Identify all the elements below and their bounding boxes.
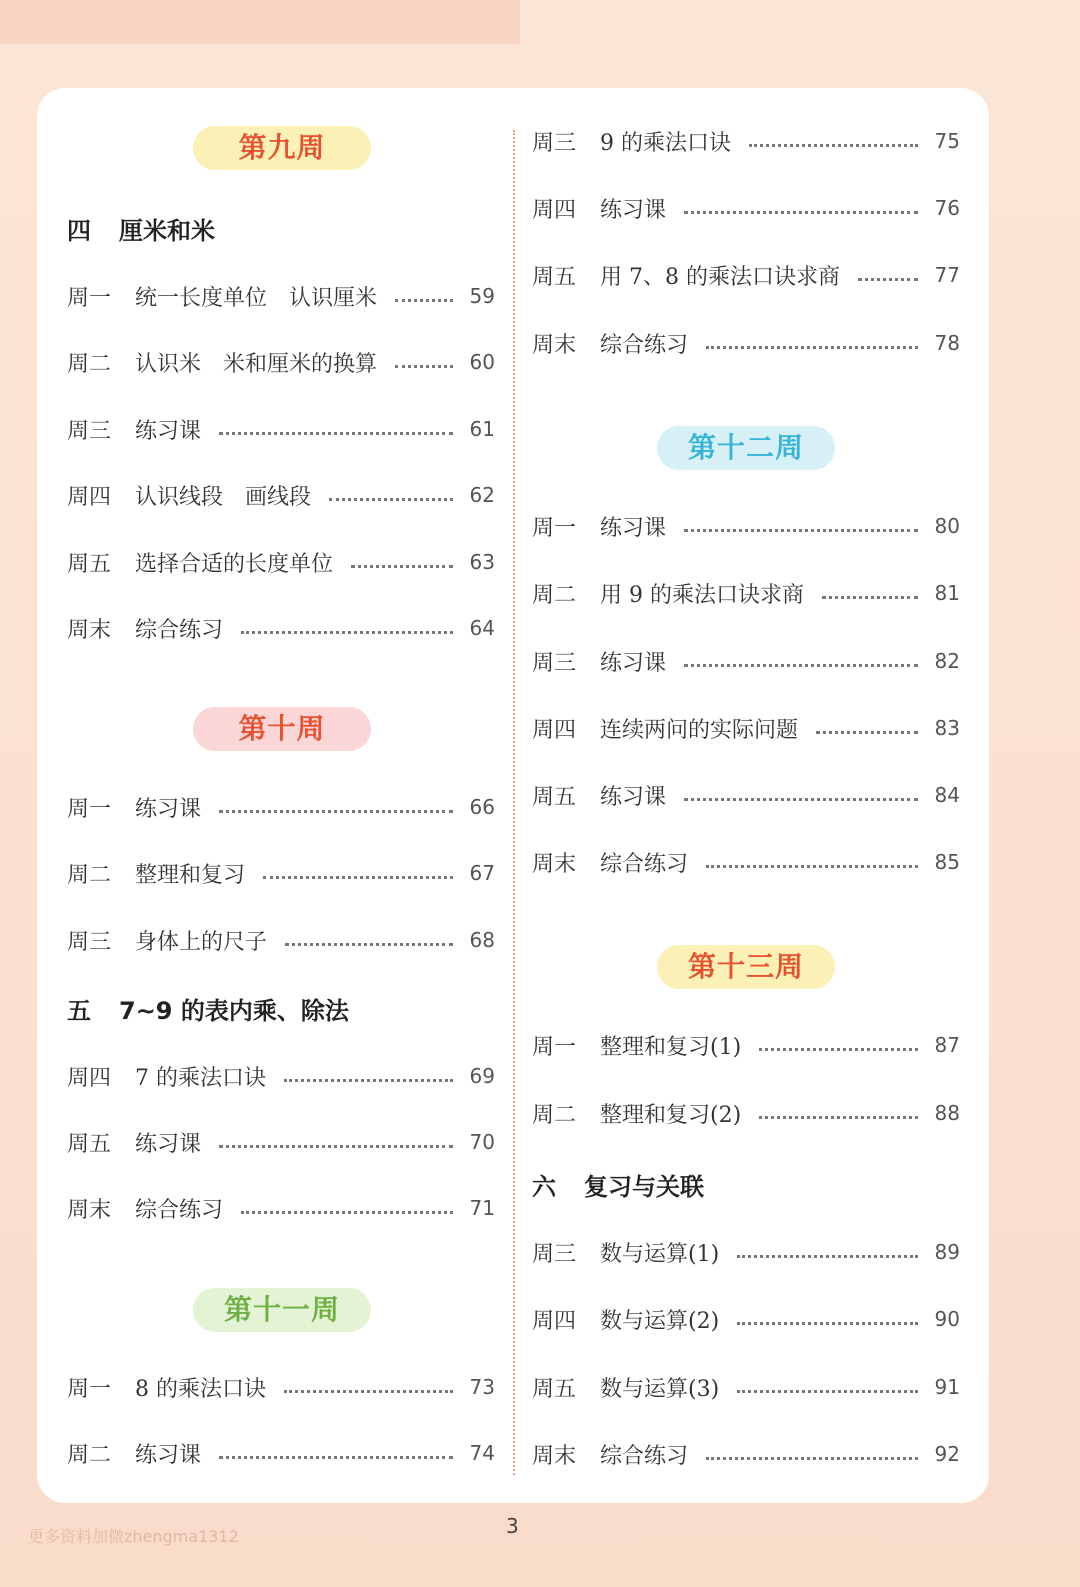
entry-title: 综合练习 xyxy=(600,1443,689,1469)
entry-day: 周四 xyxy=(67,1065,112,1091)
entry-page: 90 xyxy=(934,1307,960,1331)
unit-title: 7~9 的表内乘、除法 xyxy=(119,997,349,1025)
entry-day: 周末 xyxy=(532,1443,577,1469)
toc-entry[interactable] xyxy=(532,711,960,745)
week-11-badge: 第十一周 xyxy=(193,1288,371,1332)
dot-leader xyxy=(395,365,453,368)
entry-page: 60 xyxy=(469,350,495,374)
toc-entry[interactable] xyxy=(532,509,960,543)
dot-leader xyxy=(263,876,453,879)
dot-leader xyxy=(759,1048,918,1051)
watermark: 更多资料加微zhengma1312 xyxy=(28,1527,239,1546)
entry-title: 用 7、8 的乘法口诀求商 xyxy=(600,264,840,290)
entry-page: 63 xyxy=(469,550,495,574)
entry-page: 83 xyxy=(934,716,960,740)
unit-number: 四 xyxy=(67,217,91,245)
entry-title: 数与运算(2) xyxy=(600,1308,720,1334)
entry-title: 综合练习 xyxy=(135,1197,224,1223)
dot-leader xyxy=(284,1390,453,1393)
toc-entry[interactable] xyxy=(532,1302,960,1336)
entry-title: 连续两问的实际问题 xyxy=(600,717,799,743)
toc-entry[interactable] xyxy=(67,856,495,890)
entry-day: 周三 xyxy=(532,1241,577,1267)
dot-leader xyxy=(684,798,918,801)
entry-day: 周三 xyxy=(67,418,112,444)
entry-day: 周二 xyxy=(532,582,577,608)
entry-title: 8 的乘法口诀 xyxy=(135,1376,266,1402)
dot-leader xyxy=(749,144,918,147)
dot-leader xyxy=(395,299,453,302)
entry-page: 74 xyxy=(469,1441,495,1465)
entry-day: 周五 xyxy=(532,784,577,810)
dot-leader xyxy=(737,1322,918,1325)
entry-page: 62 xyxy=(469,483,495,507)
dot-leader xyxy=(684,664,918,667)
entry-day: 周四 xyxy=(67,484,112,510)
entry-page: 75 xyxy=(934,129,960,153)
entry-day: 周末 xyxy=(67,617,112,643)
entry-page: 82 xyxy=(934,649,960,673)
entry-title: 数与运算(3) xyxy=(600,1376,720,1402)
entry-title: 认识线段 画线段 xyxy=(135,484,312,510)
entry-page: 89 xyxy=(934,1240,960,1264)
dot-leader xyxy=(684,529,918,532)
toc-entry[interactable] xyxy=(532,778,960,812)
entry-title: 练习课 xyxy=(135,1131,202,1157)
entry-title: 用 9 的乘法口诀求商 xyxy=(600,582,804,608)
unit-title: 复习与关联 xyxy=(584,1173,704,1201)
toc-entry[interactable] xyxy=(67,545,495,579)
entry-day: 周一 xyxy=(67,796,112,822)
entry-page: 76 xyxy=(934,196,960,220)
entry-day: 周五 xyxy=(532,264,577,290)
toc-entry[interactable] xyxy=(532,258,960,292)
entry-day: 周五 xyxy=(67,1131,112,1157)
toc-entry[interactable] xyxy=(67,611,495,645)
entry-page: 66 xyxy=(469,795,495,819)
dot-leader xyxy=(684,211,918,214)
toc-entry[interactable] xyxy=(532,124,960,158)
entry-title: 整理和复习(1) xyxy=(600,1034,742,1060)
entry-page: 88 xyxy=(934,1101,960,1125)
entry-day: 周一 xyxy=(67,1376,112,1402)
entry-page: 70 xyxy=(469,1130,495,1154)
entry-title: 练习课 xyxy=(600,197,667,223)
dot-leader xyxy=(706,1457,918,1460)
entry-day: 周四 xyxy=(532,1308,577,1334)
entry-title: 综合练习 xyxy=(600,851,689,877)
entry-page: 67 xyxy=(469,861,495,885)
entry-title: 9 的乘法口诀 xyxy=(600,130,731,156)
unit-5-heading xyxy=(67,991,349,1026)
toc-entry[interactable] xyxy=(532,1096,960,1130)
entry-page: 84 xyxy=(934,783,960,807)
entry-day: 周四 xyxy=(532,717,577,743)
dot-leader xyxy=(706,346,918,349)
entry-title: 7 的乘法口诀 xyxy=(135,1065,266,1091)
unit-number: 五 xyxy=(67,997,91,1025)
dot-leader xyxy=(822,596,918,599)
toc-entry[interactable] xyxy=(67,345,495,379)
toc-entry[interactable] xyxy=(67,1059,495,1093)
dot-leader xyxy=(285,943,453,946)
entry-title: 练习课 xyxy=(600,784,667,810)
dot-leader xyxy=(219,1145,453,1148)
toc-entry[interactable] xyxy=(532,1028,960,1062)
dot-leader xyxy=(858,278,918,281)
unit-title: 厘米和米 xyxy=(119,217,215,245)
page-number: 3 xyxy=(506,1514,519,1538)
entry-day: 周一 xyxy=(532,1034,577,1060)
entry-page: 81 xyxy=(934,581,960,605)
entry-title: 练习课 xyxy=(600,650,667,676)
week-10-badge: 第十周 xyxy=(193,707,371,751)
entry-day: 周一 xyxy=(67,285,112,311)
entry-page: 92 xyxy=(934,1442,960,1466)
dot-leader xyxy=(737,1390,918,1393)
entry-day: 周三 xyxy=(532,650,577,676)
toc-entry[interactable] xyxy=(67,923,495,957)
toc-entry[interactable] xyxy=(532,1370,960,1404)
entry-day: 周四 xyxy=(532,197,577,223)
unit-6-heading xyxy=(532,1167,704,1202)
entry-page: 77 xyxy=(934,263,960,287)
entry-day: 周二 xyxy=(67,1442,112,1468)
entry-day: 周五 xyxy=(67,551,112,577)
entry-page: 87 xyxy=(934,1033,960,1057)
entry-page: 69 xyxy=(469,1064,495,1088)
dot-leader xyxy=(284,1079,453,1082)
entry-day: 周末 xyxy=(532,851,577,877)
entry-page: 80 xyxy=(934,514,960,538)
dot-leader xyxy=(351,565,453,568)
toc-entry[interactable] xyxy=(67,1125,495,1159)
week-12-badge: 第十二周 xyxy=(657,426,835,470)
entry-day: 周二 xyxy=(67,351,112,377)
toc-entry[interactable] xyxy=(67,478,495,512)
toc-entry[interactable] xyxy=(532,576,960,610)
toc-entry[interactable] xyxy=(67,790,495,824)
entry-day: 周二 xyxy=(532,1102,577,1128)
dot-leader xyxy=(816,731,918,734)
toc-entry[interactable] xyxy=(67,1191,495,1225)
unit-4-heading xyxy=(67,211,215,246)
entry-title: 综合练习 xyxy=(135,617,224,643)
entry-day: 周末 xyxy=(532,332,577,358)
dot-leader xyxy=(219,810,453,813)
entry-title: 练习课 xyxy=(135,1442,202,1468)
column-divider xyxy=(513,130,515,1475)
entry-day: 周三 xyxy=(67,929,112,955)
toc-entry[interactable] xyxy=(67,279,495,313)
entry-day: 周三 xyxy=(532,130,577,156)
dot-leader xyxy=(737,1255,918,1258)
entry-title: 身体上的尺子 xyxy=(135,929,268,955)
dot-leader xyxy=(759,1116,918,1119)
dot-leader xyxy=(219,432,453,435)
dot-leader xyxy=(219,1456,453,1459)
entry-title: 练习课 xyxy=(135,796,202,822)
entry-title: 数与运算(1) xyxy=(600,1241,720,1267)
entry-page: 85 xyxy=(934,850,960,874)
entry-page: 59 xyxy=(469,284,495,308)
entry-day: 周末 xyxy=(67,1197,112,1223)
toc-entry[interactable] xyxy=(532,1437,960,1471)
entry-page: 73 xyxy=(469,1375,495,1399)
toc-entry[interactable] xyxy=(532,845,960,879)
entry-page: 61 xyxy=(469,417,495,441)
entry-title: 综合练习 xyxy=(600,332,689,358)
dot-leader xyxy=(241,1211,453,1214)
entry-day: 周五 xyxy=(532,1376,577,1402)
entry-title: 选择合适的长度单位 xyxy=(135,551,334,577)
entry-title: 整理和复习(2) xyxy=(600,1102,742,1128)
week-13-badge: 第十三周 xyxy=(657,945,835,989)
entry-page: 71 xyxy=(469,1196,495,1220)
unit-number: 六 xyxy=(532,1173,556,1201)
entry-title: 练习课 xyxy=(135,418,202,444)
toc-entry[interactable] xyxy=(67,412,495,446)
dot-leader xyxy=(706,865,918,868)
toc-entry[interactable] xyxy=(532,191,960,225)
dot-leader xyxy=(241,631,453,634)
entry-page: 64 xyxy=(469,616,495,640)
toc-entry[interactable] xyxy=(67,1436,495,1470)
toc-entry[interactable] xyxy=(532,644,960,678)
toc-entry[interactable] xyxy=(532,326,960,360)
entry-page: 91 xyxy=(934,1375,960,1399)
entry-day: 周二 xyxy=(67,862,112,888)
entry-title: 整理和复习 xyxy=(135,862,246,888)
entry-day: 周一 xyxy=(532,515,577,541)
entry-title: 统一长度单位 认识厘米 xyxy=(135,285,378,311)
entry-page: 68 xyxy=(469,928,495,952)
toc-entry[interactable] xyxy=(532,1235,960,1269)
toc-entry[interactable] xyxy=(67,1370,495,1404)
dot-leader xyxy=(329,498,453,501)
top-strip xyxy=(0,0,520,44)
week-9-badge: 第九周 xyxy=(193,126,371,170)
entry-page: 78 xyxy=(934,331,960,355)
entry-title: 认识米 米和厘米的换算 xyxy=(135,351,378,377)
entry-title: 练习课 xyxy=(600,515,667,541)
